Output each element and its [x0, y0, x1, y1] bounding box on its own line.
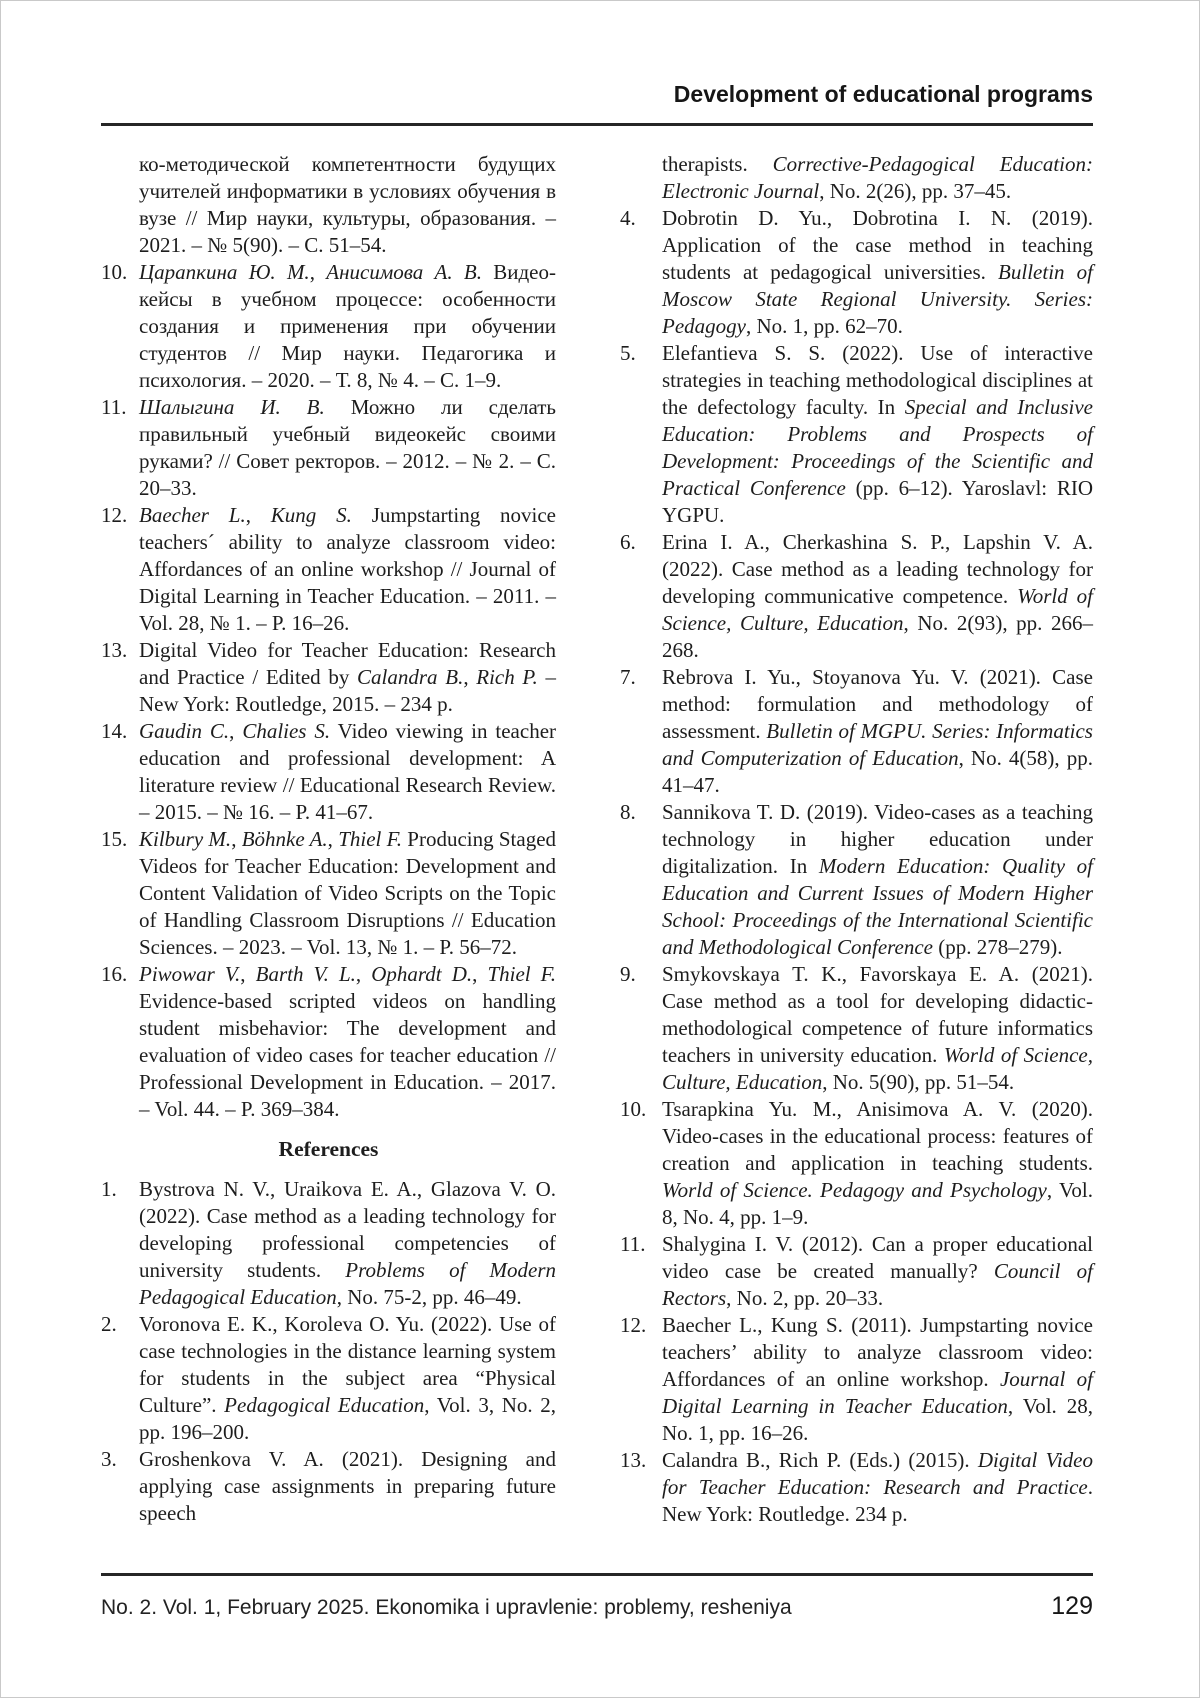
reference-text: Calandra B., Rich P. (Eds.) (2015). Digital Video for Teacher Education: Research and Practice. New York: Routledge. 234 p.	[662, 1448, 1093, 1526]
reference-text: Baecher L., Kung S. (2011). Jumpstarting novice teachers’ ability to analyze classroom video: Affordances of an online workshop. Journal of Digital Learning in Teacher Education, Vol. 28, No. 1, pp. 16–26.	[662, 1313, 1093, 1445]
reference-number: 11.	[101, 395, 127, 419]
reference-number: 10.	[101, 260, 128, 284]
reference-text: Gaudin C., Chalies S. Video viewing in teacher education and professional development: A literature review // Educational Research Review. – 2015. – № 16. – P. 41–67.	[139, 719, 557, 824]
reference-number: 2.	[101, 1312, 117, 1336]
reference-item	[101, 637, 556, 718]
page-number: 129	[1051, 1592, 1093, 1620]
reference-item	[620, 151, 1093, 205]
reference-number: 11.	[620, 1232, 646, 1256]
reference-item	[101, 826, 556, 961]
reference-text: Piwowar V., Barth V. L., Ophardt D., Thiel F. Evidence-based scripted videos on handling student misbehavior: The development and evaluation of video cases for teacher education // Professional Development in Education. – 2017. – Vol. 44. – P. 369–384.	[139, 962, 557, 1121]
reference-item	[620, 664, 1093, 799]
reference-number: 12.	[101, 503, 128, 527]
reference-item	[620, 340, 1093, 529]
reference-number: 8.	[620, 800, 636, 824]
reference-item	[101, 502, 556, 637]
reference-item	[101, 718, 556, 826]
page-content	[101, 81, 1093, 1528]
reference-text: Groshenkova V. A. (2021). Designing and applying case assignments in preparing future speech	[139, 1447, 556, 1525]
reference-number: 15.	[101, 827, 128, 851]
reference-number: 3.	[101, 1447, 117, 1471]
reference-text: Bystrova N. V., Uraikova E. A., Glazova V. O. (2022). Case method as a leading technology for developing professional competencies of university students. Problems of Modern Pedagogical Education, No. 75-2, pp. 46–49.	[139, 1177, 556, 1309]
reference-item	[101, 151, 556, 259]
footer-rule	[101, 1573, 1093, 1576]
reference-text: Elefantieva S. S. (2022). Use of interactive strategies in teaching methodological disciplines at the defectology faculty. In Special and Inclusive Education: Problems and Prospects of Development: Proceedings of the Scientific and Practical Conference (pp. 6–12). Yaroslavl: RIO YGPU.	[662, 341, 1093, 527]
reference-text: Rebrova I. Yu., Stoyanova Yu. V. (2021). Case method: formulation and methodology of assessment. Bulletin of MGPU. Series: Informatics and Computerization of Education, No. 4(58), pp. 41–47.	[662, 665, 1094, 797]
reference-item	[101, 1446, 556, 1527]
reference-number: 6.	[620, 530, 636, 554]
reference-text: Sannikova T. D. (2019). Video-cases as a teaching technology in higher education under digitalization. In Modern Education: Quality of Education and Current Issues of Modern Higher School: Proceedings of the International Scientific and Methodological Conference (pp. 278–279).	[662, 800, 1094, 959]
reference-item	[101, 394, 556, 502]
reference-item	[620, 1312, 1093, 1447]
reference-text: Erina I. A., Cherkashina S. P., Lapshin V. A. (2022). Case method as a leading technology for developing communicative competence. World of Science, Culture, Education, No. 2(93), pp. 266–268.	[662, 530, 1093, 662]
english-reference-list-left	[101, 1176, 556, 1527]
reference-item	[101, 1311, 556, 1446]
reference-text: ко-методической компетентности будущих учителей информатики в условиях обучения в вузе // Мир науки, культуры, образования. – 2021. – № 5(90). – С. 51–54.	[139, 152, 556, 257]
reference-text: Shalygina I. V. (2012). Can a proper educational video case be created manually? Council of Rectors, No. 2, pp. 20–33.	[662, 1232, 1093, 1310]
footer-issue-info: No. 2. Vol. 1, February 2025. Ekonomika i upravlenie: problemy, resheniya	[101, 1596, 792, 1619]
reference-number: 4.	[620, 206, 636, 230]
section-header: Development of educational programs	[673, 81, 1093, 107]
reference-item	[620, 205, 1093, 340]
reference-item	[620, 1447, 1093, 1528]
reference-text: Dobrotin D. Yu., Dobrotina I. N. (2019). Application of the case method in teaching students at pedagogical universities. Bulletin of Moscow State Regional University. Series: Pedagogy, No. 1, pp. 62–70.	[662, 206, 1093, 338]
reference-number: 10.	[620, 1097, 647, 1121]
two-column-body	[101, 151, 1093, 1528]
reference-number: 1.	[101, 1177, 117, 1201]
reference-number: 16.	[101, 962, 128, 986]
reference-item	[620, 799, 1093, 961]
reference-number: 13.	[101, 638, 128, 662]
reference-text: Tsarapkina Yu. M., Anisimova A. V. (2020). Video-cases in the educational process: features of creation and application in teaching students. World of Science. Pedagogy and Psychology, Vol. 8, No. 4, pp. 1–9.	[662, 1097, 1093, 1229]
reference-number: 7.	[620, 665, 636, 689]
reference-text: Baecher L., Kung S. Jumpstarting novice teachers´ ability to analyze classroom video: Affordances of an online workshop // Journal of Digital Learning in Teacher Education. – 2011. – Vol. 28, № 1. – P. 16–26.	[139, 503, 556, 635]
reference-text: Царапкина Ю. М., Анисимова А. В. Видео-кейсы в учебном процессе: особенности создания и применения при обучении студентов // Мир науки. Педагогика и психология. – 2020. – Т. 8, № 4. – С. 1–9.	[139, 260, 556, 392]
reference-item	[101, 1176, 556, 1311]
reference-text: Kilbury M., Böhnke A., Thiel F. Producing Staged Videos for Teacher Education: Development and Content Validation of Video Scripts on the Topic of Handling Classroom Disruptions // Education Sciences. – 2023. – Vol. 13, № 1. – P. 56–72.	[139, 827, 557, 959]
left-column	[101, 151, 556, 1528]
reference-item	[620, 961, 1093, 1096]
reference-text: Voronova E. K., Koroleva O. Yu. (2022). Use of case technologies in the distance learning system for students in the subject area “Physical Culture”. Pedagogical Education, Vol. 3, No. 2, pp. 196–200.	[139, 1312, 556, 1444]
reference-item	[620, 1231, 1093, 1312]
header-rule	[101, 123, 1093, 126]
english-reference-list-right	[620, 151, 1093, 1528]
reference-number: 12.	[620, 1313, 647, 1337]
reference-item	[620, 529, 1093, 664]
reference-item	[101, 259, 556, 394]
russian-reference-list	[101, 151, 556, 1123]
reference-text: Digital Video for Teacher Education: Research and Practice / Edited by Calandra B., Rich P. – New York: Routledge, 2015. – 234 p.	[139, 638, 556, 716]
page-footer	[101, 1592, 1093, 1621]
reference-number: 14.	[101, 719, 128, 743]
reference-item	[101, 961, 556, 1123]
reference-text: Шалыгина И. В. Можно ли сделать правильный учебный видеокейс своими руками? // Совет ректоров. – 2012. – № 2. – С. 20–33.	[139, 395, 556, 500]
right-column	[620, 151, 1093, 1528]
reference-number: 5.	[620, 341, 636, 365]
reference-text: therapists. Corrective-Pedagogical Education: Electronic Journal, No. 2(26), pp. 37–45.	[662, 152, 1094, 203]
references-heading: References	[278, 1137, 379, 1161]
reference-text: Smykovskaya T. K., Favorskaya E. A. (2021). Case method as a tool for developing didactic-methodological competence of future informatics teachers in university education. World of Science, Culture, Education, No. 5(90), pp. 51–54.	[662, 962, 1093, 1094]
reference-item	[620, 1096, 1093, 1231]
reference-number: 13.	[620, 1448, 647, 1472]
reference-number: 9.	[620, 962, 636, 986]
